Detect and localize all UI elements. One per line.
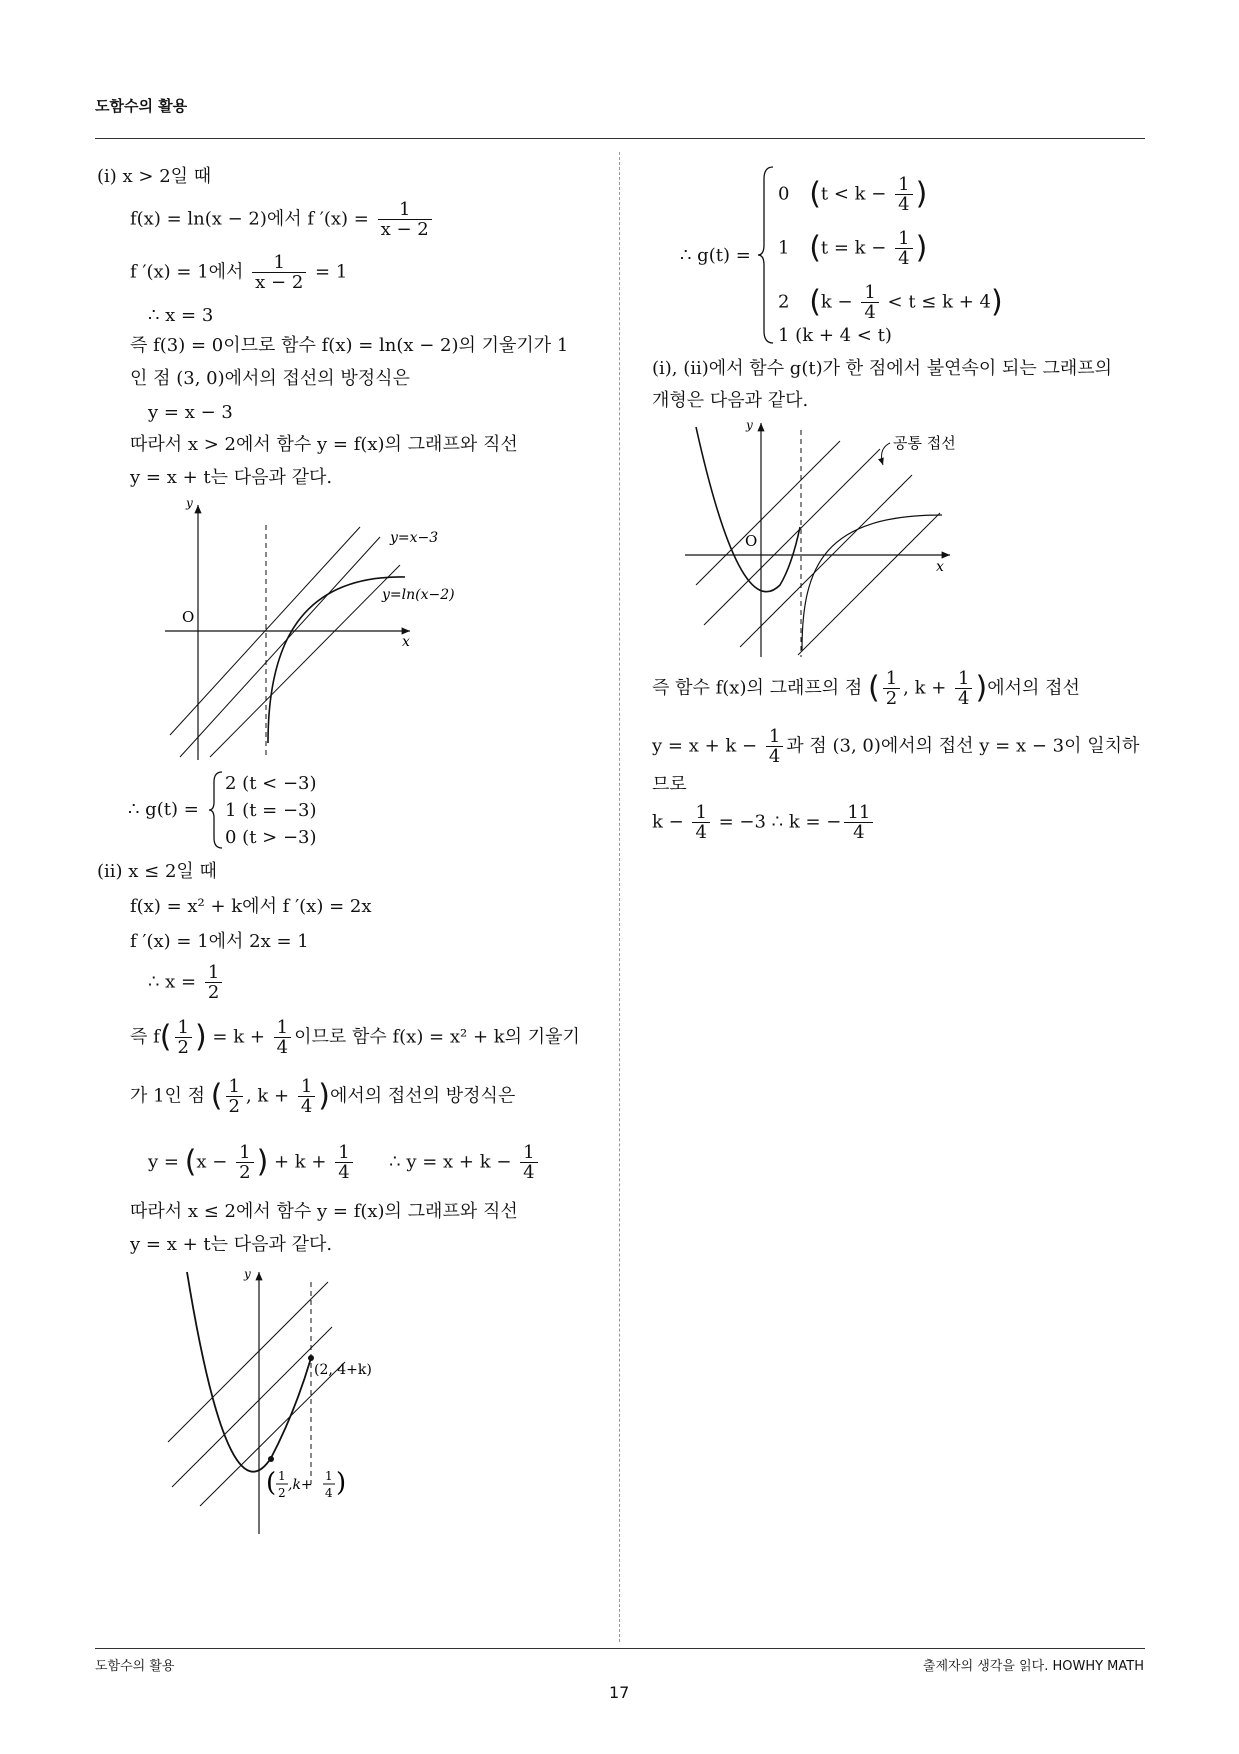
frac bbox=[298, 1077, 315, 1116]
g2-row-2 bbox=[778, 229, 927, 268]
den: 4 bbox=[958, 688, 970, 709]
frac bbox=[335, 1143, 352, 1182]
paren-open: ( bbox=[210, 1078, 223, 1114]
m4-c: 이므로 함수 f(x) = x² + k의 기울기 bbox=[294, 1026, 580, 1048]
pt-k: ,k+ bbox=[288, 1477, 313, 1493]
pt-num2: 1 bbox=[325, 1469, 333, 1483]
text-q1 bbox=[652, 669, 1080, 708]
pt-paren-open: ( bbox=[266, 1468, 277, 1498]
eq-m6 bbox=[148, 1143, 541, 1182]
y-axis-label: y bbox=[244, 1267, 251, 1281]
m5-b: , k + bbox=[245, 1085, 295, 1107]
eq-l1-text: f(x) = ln(x − 2)에서 f ′(x) = bbox=[130, 208, 375, 230]
annotation-arrow bbox=[882, 443, 890, 465]
num: 1 bbox=[226, 1077, 243, 1097]
q1-a: 즉 함수 f(x)의 그래프의 점 bbox=[652, 677, 868, 699]
parallel-line bbox=[210, 565, 400, 757]
text-m5 bbox=[130, 1077, 515, 1116]
text-m8: y = x + t는 다음과 같다. bbox=[130, 1234, 333, 1255]
pt-den2: 4 bbox=[325, 1486, 333, 1500]
parallel-line bbox=[740, 475, 912, 647]
text-p2: 개형은 다음과 같다. bbox=[652, 390, 809, 411]
eq-l2-tail: = 1 bbox=[315, 261, 348, 283]
g2-r1-val: 0 bbox=[778, 183, 790, 205]
page-number: 17 bbox=[609, 1683, 630, 1702]
den: 4 bbox=[695, 822, 707, 843]
num: 1 bbox=[236, 1143, 253, 1163]
text-p1: (i), (ii)에서 함수 g(t)가 한 점에서 불연속이 되는 그래프의 bbox=[652, 358, 1113, 379]
column-divider bbox=[619, 152, 620, 1642]
frac bbox=[895, 175, 912, 214]
eq-m3 bbox=[148, 963, 225, 1002]
header-rule bbox=[95, 138, 1145, 139]
x-axis-label: x bbox=[402, 634, 410, 650]
den: 4 bbox=[338, 1162, 350, 1183]
den: 4 bbox=[853, 822, 865, 843]
eq-q4 bbox=[652, 803, 876, 842]
frac bbox=[955, 669, 972, 708]
tangent-line bbox=[180, 537, 380, 757]
den: 4 bbox=[898, 194, 910, 215]
paren-open: ( bbox=[809, 230, 821, 266]
g2-r3-val: 2 bbox=[778, 291, 790, 313]
case2-title: (ii) x ≤ 2일 때 bbox=[97, 861, 217, 882]
m4-a: 즉 f bbox=[130, 1026, 160, 1048]
den: 4 bbox=[898, 248, 910, 269]
den: 2 bbox=[177, 1037, 189, 1058]
frac bbox=[883, 669, 900, 708]
paren-close: ) bbox=[318, 1078, 331, 1114]
q2-a: y = x + k − bbox=[652, 735, 763, 757]
frac bbox=[175, 1018, 192, 1057]
text-q2 bbox=[652, 727, 1139, 766]
eq-l6: y = x − 3 bbox=[148, 402, 233, 423]
text-m7: 따라서 x ≤ 2에서 함수 y = f(x)의 그래프와 직선 bbox=[130, 1201, 518, 1222]
num: 1 bbox=[692, 803, 709, 823]
point-tangent bbox=[268, 1456, 274, 1462]
num: 1 bbox=[861, 283, 878, 303]
footer-left: 도함수의 활용 bbox=[95, 1659, 175, 1674]
paren-close: ) bbox=[915, 230, 928, 266]
frac bbox=[861, 283, 878, 322]
num: 11 bbox=[844, 803, 873, 823]
common-tangent-label: 공통 접선 bbox=[893, 434, 956, 452]
den: 2 bbox=[885, 688, 898, 709]
point-top-label: (2, 4+k) bbox=[314, 1362, 372, 1378]
paren-close: ) bbox=[990, 284, 1003, 320]
parabola bbox=[187, 1272, 311, 1472]
eq-l3: ∴ x = 3 bbox=[148, 305, 214, 326]
q2-b: 과 점 (3, 0)에서의 접선 y = x − 3이 일치하 bbox=[786, 735, 1140, 757]
text-l7: 따라서 x > 2에서 함수 y = f(x)의 그래프와 직선 bbox=[130, 434, 518, 455]
frac bbox=[274, 1018, 291, 1057]
g2-row-3 bbox=[778, 283, 1003, 322]
m6-a: y = bbox=[148, 1151, 185, 1173]
den: 2 bbox=[207, 982, 220, 1003]
pt-paren-close: ) bbox=[336, 1468, 347, 1498]
pt-den: 2 bbox=[278, 1486, 286, 1500]
paren-open: ( bbox=[809, 176, 821, 212]
text-l8: y = x + t는 다음과 같다. bbox=[130, 467, 333, 488]
frac bbox=[895, 229, 912, 268]
footer-right: 출제자의 생각을 읽다. HOWHY MATH bbox=[922, 1659, 1144, 1674]
num: 1 bbox=[274, 1018, 291, 1038]
num: 1 bbox=[335, 1143, 352, 1163]
den: 2 bbox=[228, 1096, 240, 1117]
line-label: y=x−3 bbox=[390, 530, 439, 546]
num: 1 bbox=[252, 253, 306, 273]
paren-open: ( bbox=[867, 670, 880, 706]
num: 1 bbox=[955, 669, 972, 689]
eq-m3-text: ∴ x = bbox=[148, 971, 202, 993]
paren-open: ( bbox=[159, 1019, 172, 1055]
frac bbox=[226, 1077, 243, 1116]
text-l5: 인 점 (3, 0)에서의 접선의 방정식은 bbox=[130, 368, 410, 389]
m6-c: + k + bbox=[268, 1151, 333, 1173]
paren-open: ( bbox=[809, 284, 821, 320]
g1-row-2: 1 (t = −3) bbox=[225, 800, 317, 821]
den: 4 bbox=[523, 1162, 535, 1183]
g2-row-4: 1 (k + 4 < t) bbox=[778, 325, 892, 346]
eq-l1 bbox=[130, 200, 435, 239]
y-axis-label: y bbox=[746, 418, 753, 432]
curve-label: y=ln(x−2) bbox=[382, 587, 455, 603]
brace bbox=[757, 165, 775, 345]
text-q3: 므로 bbox=[652, 774, 687, 795]
y-axis-label: y bbox=[186, 496, 193, 510]
paren-close: ) bbox=[194, 1019, 207, 1055]
header-title: 도함수의 활용 bbox=[95, 97, 188, 115]
g2-r2-cond: t = k − bbox=[820, 237, 893, 259]
g2-lead: ∴ g(t) = bbox=[680, 245, 751, 266]
parallel-line bbox=[798, 513, 940, 655]
num: 1 bbox=[175, 1018, 192, 1038]
den: 4 bbox=[864, 302, 876, 323]
g2-r2-val: 1 bbox=[778, 237, 790, 259]
parabola bbox=[696, 427, 800, 592]
num: 1 bbox=[766, 727, 783, 747]
den: 4 bbox=[300, 1096, 313, 1117]
m4-b: = k + bbox=[206, 1026, 271, 1048]
eq-m2: f ′(x) = 1에서 2x = 1 bbox=[130, 931, 309, 952]
paren-open: ( bbox=[184, 1144, 197, 1180]
q1-c: 에서의 접선 bbox=[987, 677, 1080, 699]
footer-rule bbox=[95, 1648, 1145, 1649]
g1-row-3: 0 (t > −3) bbox=[225, 827, 317, 848]
frac bbox=[205, 963, 222, 1002]
text-m4 bbox=[130, 1018, 580, 1057]
g1-row-1: 2 (t < −3) bbox=[225, 773, 317, 794]
q4-a: k − bbox=[652, 811, 690, 833]
num: 1 bbox=[520, 1143, 537, 1163]
frac bbox=[378, 200, 432, 239]
m6-b: x − bbox=[196, 1151, 234, 1173]
g2-r3-cond: k − bbox=[820, 291, 859, 313]
g2-r3-tail: < t ≤ k + 4 bbox=[881, 291, 991, 313]
frac bbox=[252, 253, 306, 292]
case1-title: (i) x > 2일 때 bbox=[97, 166, 212, 187]
num: 1 bbox=[883, 669, 900, 689]
den: x − 2 bbox=[380, 219, 429, 240]
common-tangent bbox=[704, 449, 880, 625]
frac bbox=[520, 1143, 537, 1182]
paren-close: ) bbox=[256, 1144, 269, 1180]
frac bbox=[844, 803, 873, 842]
eq-l2 bbox=[130, 253, 347, 292]
eq-l2-text: f ′(x) = 1에서 bbox=[130, 261, 250, 283]
origin-label: O bbox=[182, 608, 195, 626]
text-l4: 즉 f(3) = 0이므로 함수 f(x) = ln(x − 2)의 기울기가 1 bbox=[130, 335, 569, 356]
num: 1 bbox=[895, 229, 912, 249]
m6-d: ∴ y = x + k − bbox=[389, 1151, 518, 1173]
den: 4 bbox=[276, 1037, 289, 1058]
q1-b: , k + bbox=[903, 677, 953, 699]
eq-m1: f(x) = x² + k에서 f ′(x) = 2x bbox=[130, 896, 372, 917]
g1-lead: ∴ g(t) = bbox=[128, 799, 199, 820]
m5-c: 에서의 접선의 방정식은 bbox=[330, 1085, 516, 1107]
pt-num: 1 bbox=[278, 1469, 286, 1483]
origin-label: O bbox=[745, 532, 758, 550]
graph-3 bbox=[680, 415, 970, 670]
num: 1 bbox=[895, 175, 912, 195]
num: 1 bbox=[378, 200, 432, 220]
graph-2 bbox=[160, 1262, 420, 1538]
frac bbox=[766, 727, 783, 766]
point-top bbox=[308, 1355, 314, 1361]
x-axis-label: x bbox=[936, 559, 944, 575]
g2-r1-cond: t < k − bbox=[820, 183, 893, 205]
num: 1 bbox=[298, 1077, 315, 1097]
den: x − 2 bbox=[255, 272, 304, 293]
den: 4 bbox=[768, 746, 781, 767]
num: 1 bbox=[205, 963, 222, 983]
parallel-line bbox=[172, 1327, 332, 1487]
paren-close: ) bbox=[915, 176, 928, 212]
frac bbox=[692, 803, 709, 842]
den: 2 bbox=[239, 1162, 251, 1183]
frac bbox=[236, 1143, 253, 1182]
graph-1 bbox=[150, 495, 480, 765]
brace bbox=[208, 770, 224, 850]
m5-a: 가 1인 점 bbox=[130, 1085, 211, 1107]
paren-close: ) bbox=[975, 670, 988, 706]
q4-b: = −3 ∴ k = − bbox=[712, 811, 842, 833]
g2-row-1 bbox=[778, 175, 927, 214]
